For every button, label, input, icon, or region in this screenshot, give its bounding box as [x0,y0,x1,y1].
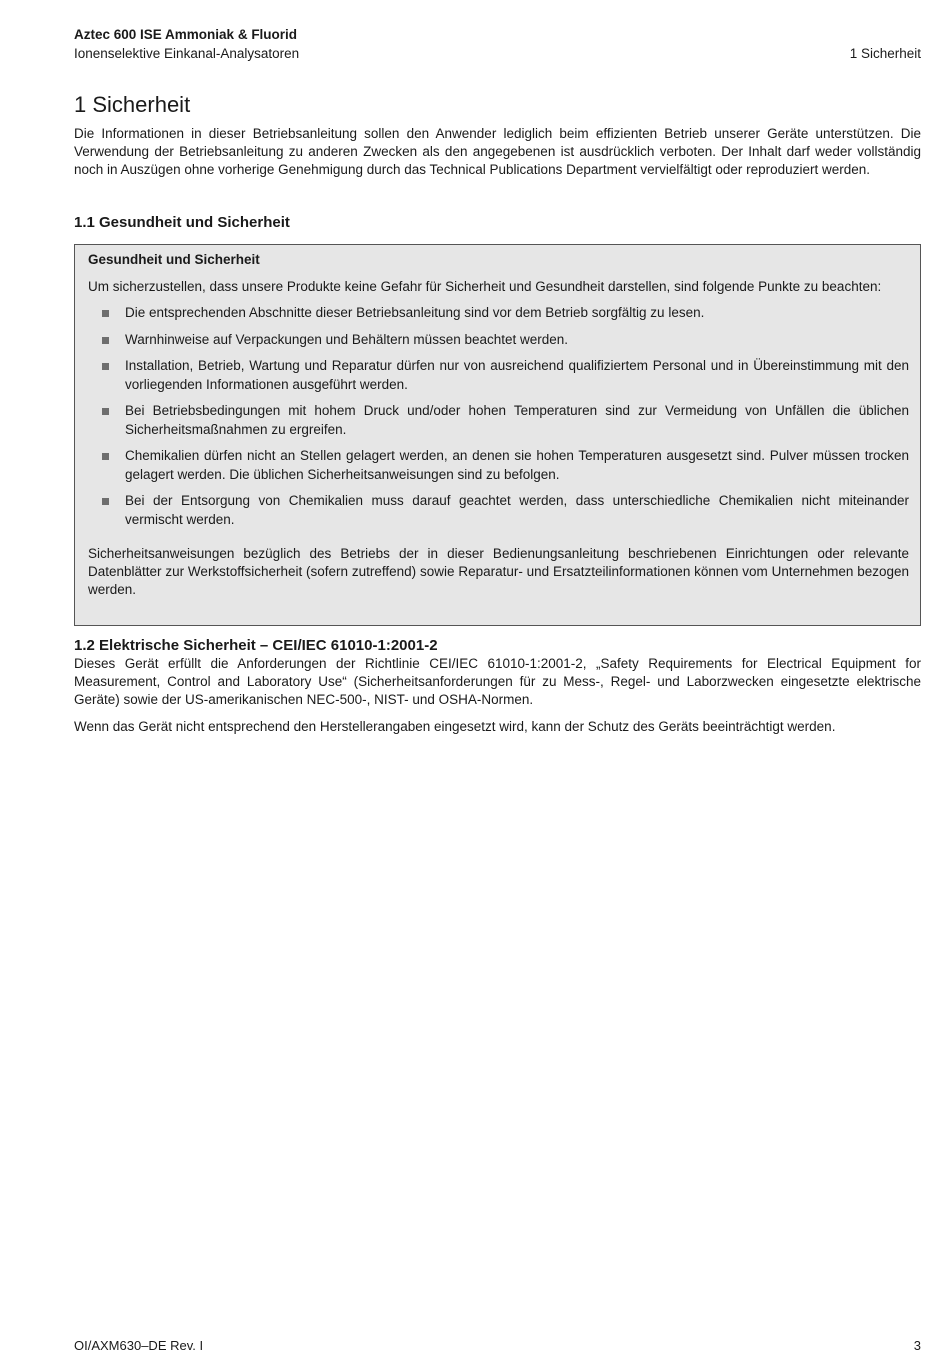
bullet-square-icon [102,337,109,344]
footer-doc-id: OI/AXM630–DE Rev. I [74,1338,204,1353]
list-item [88,331,909,350]
bullet-square-icon [102,408,109,415]
list-item-text: Warnhinweise auf Verpackungen und Behältern müssen beachtet werden. [125,331,569,347]
bullet-square-icon [102,498,109,505]
section-1-2-paragraph-2: Wenn das Gerät nicht entsprechend den Herstellerangaben eingesetzt wird, kann der Schutz des Geräts beeinträchtigt werden. [74,719,836,734]
list-item-text: Installation, Betrieb, Wartung und Reparatur dürfen nur von ausreichend qualifiziertem Personal und in Übereinstimmung mit den vorliegenden Informationen ausgeführt werden. [125,358,909,392]
list-item-text: Die entsprechenden Abschnitte dieser Betriebsanleitung sind vor dem Betrieb sorgfältig zu lesen. [125,305,705,320]
list-item [88,357,909,394]
list-item [88,492,909,529]
safety-box [74,244,921,626]
bullet-square-icon [102,363,109,370]
list-item-text: Bei Betriebsbedingungen mit hohem Druck und/oder hohen Temperaturen sind zur Vermeidung von Unfällen die üblichen Sicherheitsmaßnahmen zu ergreifen. [125,403,909,437]
chapter-intro: Die Informationen in dieser Betriebsanleitung sollen den Anwender lediglich beim effizienten Betrieb unserer Geräte unterstützen. Die Verwendung der Betriebsanleitung zu anderen Zwecken als den angegebenen ist ausdrücklich verboten. Der Inhalt darf weder vollständig noch in Auszügen ohne vorherige Genehmigung durch das Technical Publications Department vervielfältigt oder reproduziert werden. [74,126,921,177]
list-item [88,447,909,484]
header-section: 1 Sicherheit [849,46,921,61]
list-item [88,304,909,323]
safety-box-intro: Um sicherzustellen, dass unsere Produkte keine Gefahr für Sicherheit und Gesundheit darstellen, sind folgende Punkte zu beachten: [88,279,882,294]
safety-box-title: Gesundheit und Sicherheit [88,252,260,267]
section-1-2-heading: 1.2 Elektrische Sicherheit – CEI/IEC 61010-1:2001-2 [74,637,438,654]
list-item-text: Bei der Entsorgung von Chemikalien muss darauf geachtet werden, dass unterschiedliche Chemikalien nicht miteinander vermischt werden. [125,493,909,527]
section-1-2-paragraph-1: Dieses Gerät erfüllt die Anforderungen der Richtlinie CEI/IEC 61010-1:2001-2, „Safety Requirements for Electrical Equipment for Measurement, Control and Laboratory Use“ (Sicherheitsanforderungen für zu Mess-, Regel- und Laborzwecken eingesetzte elektrische Geräte) sowie der US-amerikanischen NEC-500-, NIST- und OSHA-Normen. [74,656,921,707]
bullet-square-icon [102,453,109,460]
header-title: Aztec 600 ISE Ammoniak & Fluorid [74,27,298,42]
bullet-square-icon [102,310,109,317]
chapter-title: 1 Sicherheit [74,92,191,117]
safety-box-footer: Sicherheitsanweisungen bezüglich des Betriebs der in dieser Bedienungsanleitung beschriebenen Einrichtungen oder relevante Datenblätter zur Werkstoffsicherheit (sofern zutreffend) sowie Reparatur- und Ersatzteilinformationen können vom Unternehmen bezogen werden. [88,546,909,597]
list-item-text: Chemikalien dürfen nicht an Stellen gelagert werden, an denen sie hohen Temperaturen ausgesetzt sind. Pulver müssen trocken gelagert werden. Die üblichen Sicherheitsanweisungen sind zu befolgen. [125,448,909,482]
safety-list [88,304,909,529]
header-subtitle: Ionenselektive Einkanal-Analysatoren [74,46,300,61]
footer-page-number: 3 [913,1338,921,1353]
list-item [88,402,909,439]
section-1-1-heading: 1.1 Gesundheit und Sicherheit [74,214,290,231]
